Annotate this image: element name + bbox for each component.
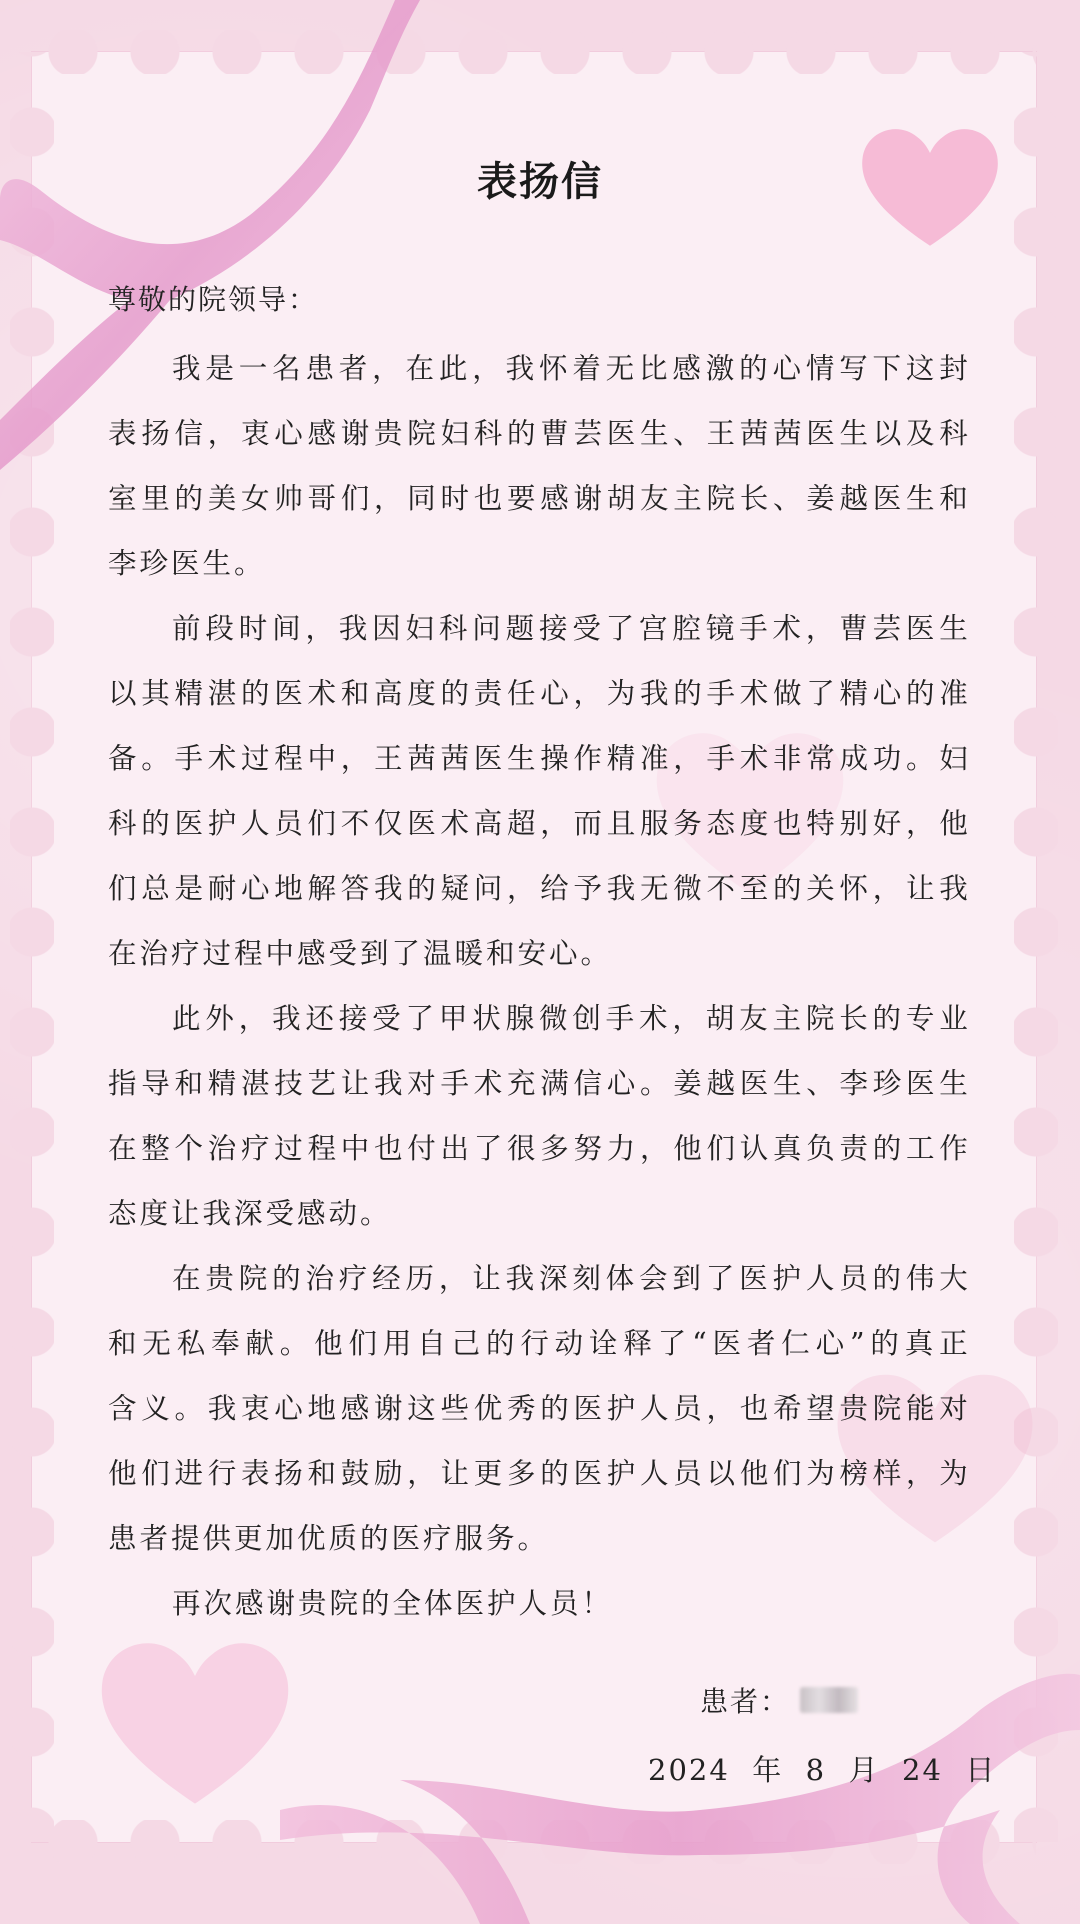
letter-line: 指 导 和 精 湛 技 艺 让 我 对 手 术 充 满 信 心 。 姜 越 医 生 、 李 珍 医 生 bbox=[108, 1067, 968, 1100]
letter-line: 此 外 ， 我 还 接 受 了 甲 状 腺 微 创 手 术 ， 胡 友 主 院 长 的 专 业 bbox=[172, 1002, 968, 1035]
letter-line: 再次感谢贵院的全体医护人员！ bbox=[172, 1587, 614, 1620]
letter-line: 前 段 时 间 ， 我 因 妇 科 问 题 接 受 了 宫 腔 镜 手 术 ， 曹 芸 医 生 bbox=[172, 612, 968, 645]
signature-label: 患者： bbox=[700, 1685, 791, 1718]
letter-line: 科 的 医 护 人 员 们 不 仅 医 术 高 超 ， 而 且 服 务 态 度 也 特 别 好 ， 他 bbox=[108, 807, 968, 840]
heart-bottom-left-decoration bbox=[80, 1610, 310, 1830]
letter-line: 在治疗过程中感受到了温暖和安心。 bbox=[108, 937, 613, 970]
redacted-patient-name bbox=[800, 1687, 858, 1713]
letter-line: 含 义 。 我 衷 心 地 感 谢 这 些 优 秀 的 医 护 人 员 ， 也 希 望 贵 院 能 对 bbox=[108, 1392, 968, 1425]
letter-line: 态度让我深受感动。 bbox=[108, 1197, 392, 1230]
letter-line: 们 总 是 耐 心 地 解 答 我 的 疑 问 ， 给 予 我 无 微 不 至 的 关 怀 ， 让 我 bbox=[108, 872, 968, 905]
letter-line: 患者提供更加优质的医疗服务。 bbox=[108, 1522, 550, 1555]
letter-line: 在 贵 院 的 治 疗 经 历 ， 让 我 深 刻 体 会 到 了 医 护 人 员 的 伟 大 bbox=[172, 1262, 968, 1295]
letter-date: 2024 年 8 月 24 日 bbox=[648, 1753, 997, 1787]
letter-line: 他 们 进 行 表 扬 和 鼓 励 ， 让 更 多 的 医 护 人 员 以 他 们 为 榜 样 ， 为 bbox=[108, 1457, 968, 1490]
letter-line: 表 扬 信 ， 衷 心 感 谢 贵 院 妇 科 的 曹 芸 医 生 、 王 茜 茜 医 生 以 及 科 bbox=[108, 417, 968, 450]
letter-line: 备 。 手 术 过 程 中 ， 王 茜 茜 医 生 操 作 精 准 ， 手 术 非 常 成 功 。 妇 bbox=[108, 742, 968, 775]
letter-line: 室 里 的 美 女 帅 哥 们 ， 同 时 也 要 感 谢 胡 友 主 院 长 、 姜 越 医 生 和 bbox=[108, 482, 968, 515]
letter-title: 表扬信 bbox=[477, 158, 603, 205]
letter-line: 以 其 精 湛 的 医 术 和 高 度 的 责 任 心 ， 为 我 的 手 术 做 了 精 心 的 准 bbox=[108, 677, 968, 710]
scalloped-border-right bbox=[1014, 52, 1058, 1842]
letter-line: 和 无 私 奉 献 。 他 们 用 自 己 的 行 动 诠 释 了 “ 医 者 仁 心 ” 的 真 正 bbox=[108, 1327, 968, 1360]
signature-row bbox=[700, 1680, 858, 1720]
letter-line: 李珍医生。 bbox=[108, 547, 266, 580]
letter-salutation: 尊敬的院领导： bbox=[108, 283, 319, 316]
letter-line: 我 是 一 名 患 者 ， 在 此 ， 我 怀 着 无 比 感 激 的 心 情 写 下 这 封 bbox=[172, 352, 968, 385]
letter-body bbox=[108, 336, 968, 1636]
letter-line: 在 整 个 治 疗 过 程 中 也 付 出 了 很 多 努 力 ， 他 们 认 真 负 责 的 工 作 bbox=[108, 1132, 968, 1165]
